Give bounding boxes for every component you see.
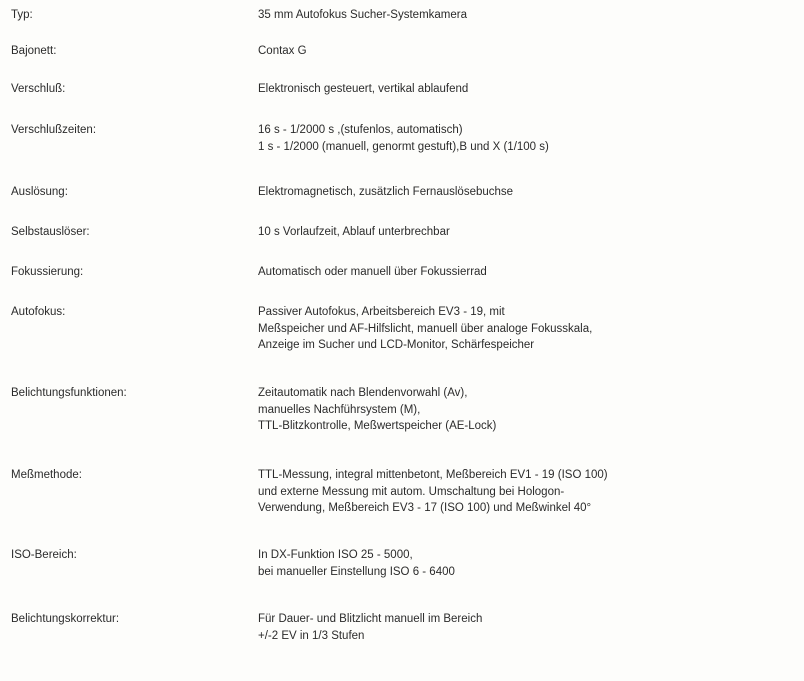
spec-label: Fokussierung: xyxy=(11,266,84,278)
spec-value-line: Automatisch oder manuell über Fokussierrad xyxy=(258,266,487,278)
spec-value-line: manuelles Nachführsystem (M), xyxy=(258,403,421,416)
spec-value xyxy=(258,224,798,241)
spec-value xyxy=(258,122,798,155)
spec-value xyxy=(258,81,798,98)
spec-value xyxy=(258,304,798,354)
spec-label: Bajonett: xyxy=(11,45,57,57)
spec-value-line: Contax G xyxy=(258,45,307,57)
spec-value xyxy=(258,467,798,517)
spec-value-line: Passiver Autofokus, Arbeitsbereich EV3 - 19, mit xyxy=(258,306,505,318)
spec-value-line: 16 s - 1/2000 s ,(stufenlos, automatisch) xyxy=(258,124,463,136)
spec-value-line: Anzeige im Sucher und LCD-Monitor, Schärfespeicher xyxy=(258,339,535,351)
spec-value xyxy=(258,611,798,644)
spec-label: Belichtungskorrektur: xyxy=(11,613,120,625)
spec-value-line: und externe Messung mit autom. Umschaltung bei Hologon- xyxy=(258,485,565,498)
spec-label: Verschluß: xyxy=(11,83,66,95)
spec-value-line: Meßspeicher und AF-Hilfslicht, manuell über analoge Fokusskala, xyxy=(258,322,593,335)
spec-value-line: 10 s Vorlaufzeit, Ablauf unterbrechbar xyxy=(258,226,450,238)
spec-value xyxy=(258,7,798,24)
spec-label: Meßmethode: xyxy=(11,469,82,481)
spec-value-line: Verwendung, Meßbereich EV3 - 17 (ISO 100) und Meßwinkel 40° xyxy=(258,502,592,514)
spec-label: Verschlußzeiten: xyxy=(11,124,97,136)
spec-value xyxy=(258,184,798,201)
spec-label: Selbstauslöser: xyxy=(11,226,90,238)
spec-label: Typ: xyxy=(11,9,33,21)
spec-value xyxy=(258,264,798,281)
spec-value-line: In DX-Funktion ISO 25 - 5000, xyxy=(258,549,413,561)
spec-value-line: 35 mm Autofokus Sucher-Systemkamera xyxy=(258,9,467,21)
spec-value xyxy=(258,43,798,60)
spec-value-line: 1 s - 1/2000 (manuell, genormt gestuft),B und X (1/100 s) xyxy=(258,140,549,153)
spec-value-line: +/-2 EV in 1/3 Stufen xyxy=(258,629,365,642)
spec-label: Auslösung: xyxy=(11,186,68,198)
spec-label: ISO-Bereich: xyxy=(11,549,77,561)
spec-value xyxy=(258,547,798,580)
spec-value-line: Für Dauer- und Blitzlicht manuell im Bereich xyxy=(258,613,483,625)
spec-value-line: Elektromagnetisch, zusätzlich Fernauslösebuchse xyxy=(258,186,514,198)
spec-value-line: TTL-Messung, integral mittenbetont, Meßbereich EV1 - 19 (ISO 100) xyxy=(258,469,608,481)
spec-value-line: TTL-Blitzkontrolle, Meßwertspeicher (AE-Lock) xyxy=(258,420,497,432)
spec-value-line: bei manueller Einstellung ISO 6 - 6400 xyxy=(258,565,455,578)
spec-label: Belichtungsfunktionen: xyxy=(11,387,127,399)
spec-value-line: Elektronisch gesteuert, vertikal ablaufend xyxy=(258,83,469,95)
spec-value-line: Zeitautomatik nach Blendenvorwahl (Av), xyxy=(258,387,468,399)
spec-value xyxy=(258,385,798,435)
spec-label: Autofokus: xyxy=(11,306,66,318)
